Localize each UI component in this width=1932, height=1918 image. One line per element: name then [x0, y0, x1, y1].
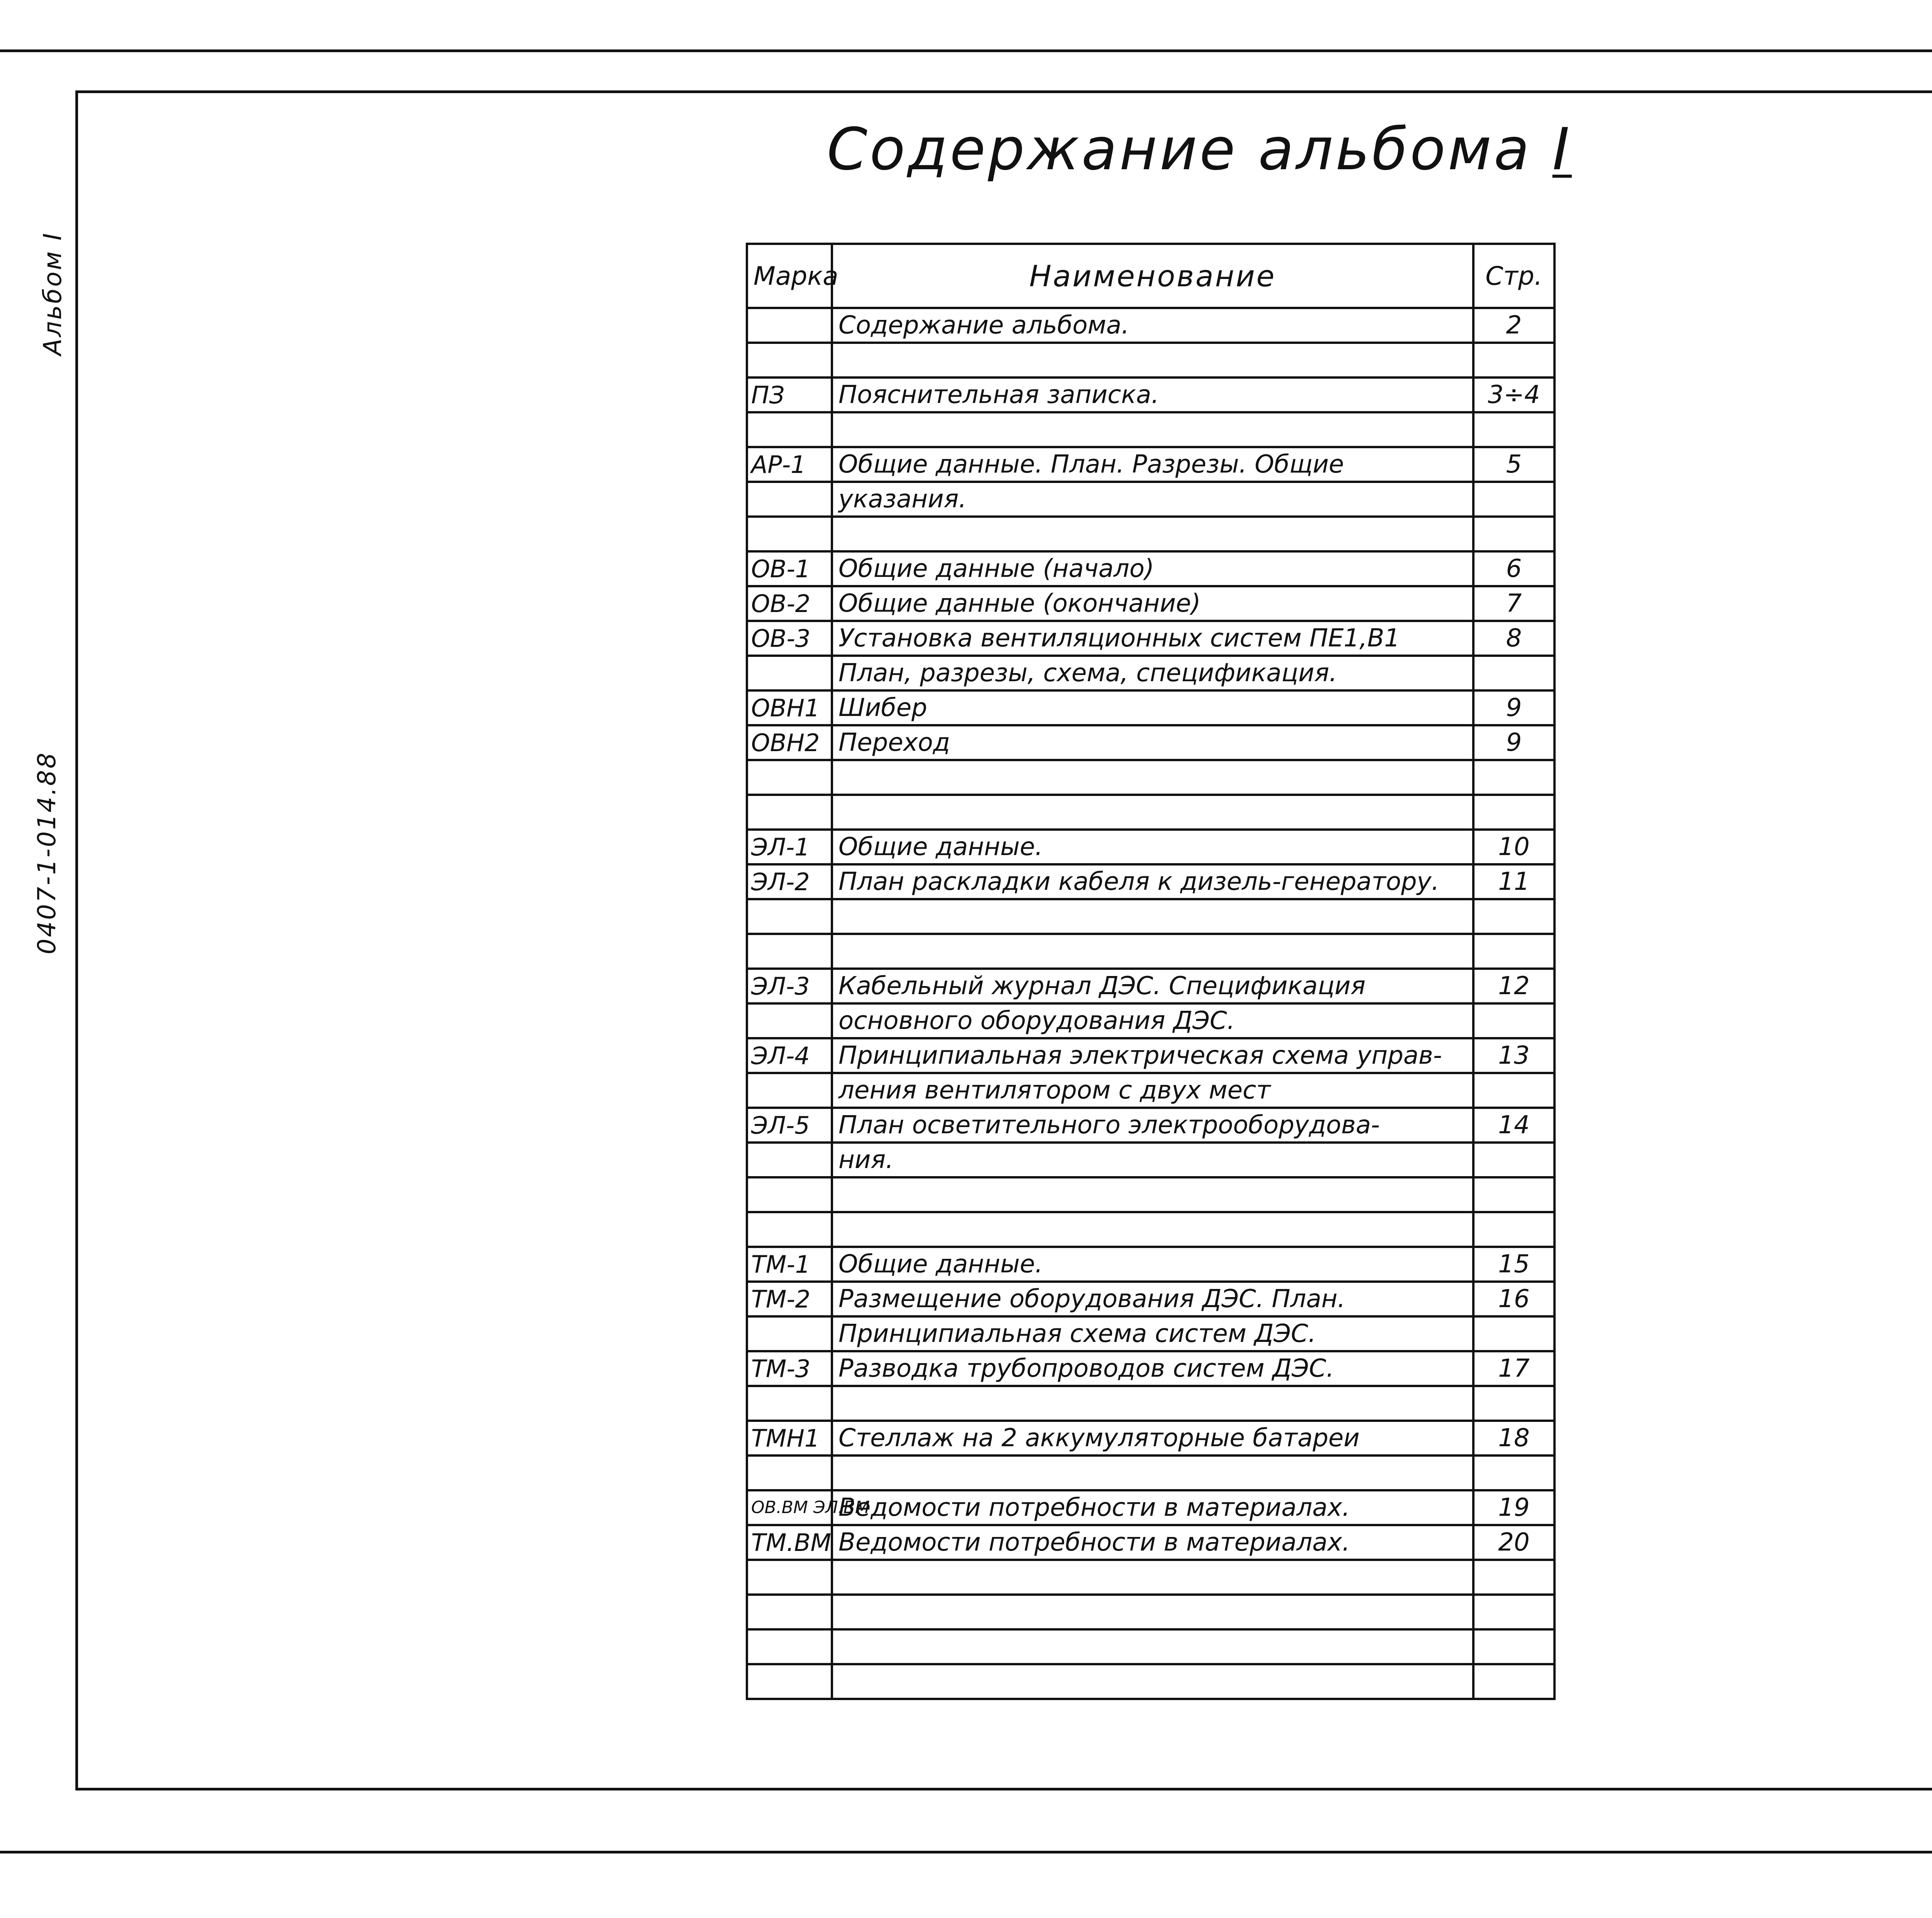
- row-code: ЭЛ-2: [747, 864, 832, 899]
- row-page: [1473, 1212, 1554, 1247]
- table-row: [747, 1386, 1554, 1421]
- row-code: ОВ.ВМ ЭЛ.ВМ: [747, 1490, 832, 1525]
- row-page: [1473, 1629, 1554, 1664]
- table-row: [747, 1212, 1554, 1247]
- row-page: 16: [1473, 1282, 1554, 1316]
- table-row: [747, 1595, 1554, 1629]
- row-code: АР-1: [747, 447, 832, 482]
- row-page: 8: [1473, 621, 1554, 656]
- row-code: [747, 343, 832, 377]
- row-code: [747, 1143, 832, 1177]
- row-code: ОВН1: [747, 690, 832, 725]
- row-code: [747, 482, 832, 517]
- row-page: 15: [1473, 1247, 1554, 1282]
- table-row: [747, 725, 1554, 760]
- row-name: Пояснительная записка.: [832, 377, 1473, 412]
- row-name: Стеллаж на 2 аккумуляторные батареи: [832, 1421, 1473, 1456]
- table-row: [747, 1351, 1554, 1386]
- row-name: [832, 343, 1473, 377]
- row-name: Общие данные.: [832, 830, 1473, 864]
- table-row: [747, 1664, 1554, 1699]
- table-row: [747, 795, 1554, 830]
- row-code: ОВ-2: [747, 586, 832, 621]
- row-name: [832, 760, 1473, 795]
- row-code: ПЗ: [747, 377, 832, 412]
- row-name: [832, 1560, 1473, 1595]
- row-code: [747, 899, 832, 934]
- header-page: Стр.: [1473, 244, 1554, 308]
- side-album-label: Альбом I: [39, 231, 67, 355]
- row-page: [1473, 899, 1554, 934]
- row-name: Общие данные.: [832, 1247, 1473, 1282]
- row-name: Принципиальная схема систем ДЭС.: [832, 1316, 1473, 1351]
- table-row: [747, 377, 1554, 412]
- row-page: [1473, 1560, 1554, 1595]
- table-row: [747, 412, 1554, 447]
- side-document-code: 0407-1-014.88: [33, 751, 61, 954]
- row-name: [832, 1629, 1473, 1664]
- row-page: [1473, 517, 1554, 551]
- row-code: ТМ-2: [747, 1282, 832, 1316]
- row-name: Ведомости потребности в материалах.: [832, 1525, 1473, 1560]
- row-page: 12: [1473, 969, 1554, 1003]
- row-code: [747, 934, 832, 969]
- row-page: [1473, 1316, 1554, 1351]
- row-name: Содержание альбома.: [832, 308, 1473, 343]
- row-page: 18: [1473, 1421, 1554, 1456]
- table-row: [747, 621, 1554, 656]
- row-name: ления вентилятором с двух мест: [832, 1073, 1473, 1108]
- row-name: [832, 795, 1473, 830]
- table-row: [747, 1073, 1554, 1108]
- table-row: [747, 1003, 1554, 1038]
- page-title: [827, 116, 1572, 183]
- row-page: [1473, 1386, 1554, 1421]
- table-row: [747, 1038, 1554, 1073]
- row-name: [832, 1664, 1473, 1699]
- table-row: [747, 1629, 1554, 1664]
- table-row: [747, 1247, 1554, 1282]
- table-row: [747, 586, 1554, 621]
- row-name: [832, 1212, 1473, 1247]
- row-name: [832, 1595, 1473, 1629]
- row-name: Разводка трубопроводов систем ДЭС.: [832, 1351, 1473, 1386]
- row-name: План раскладки кабеля к дизель-генератору.: [832, 864, 1473, 899]
- row-code: ЭЛ-4: [747, 1038, 832, 1073]
- row-code: ОВ-1: [747, 551, 832, 586]
- row-name: Установка вентиляционных систем ПЕ1,В1: [832, 621, 1473, 656]
- table-row: [747, 447, 1554, 482]
- row-code: ОВН2: [747, 725, 832, 760]
- table-row: [747, 1490, 1554, 1525]
- row-page: 20: [1473, 1525, 1554, 1560]
- row-code: [747, 1003, 832, 1038]
- table-row: [747, 482, 1554, 517]
- header-name: Наименование: [832, 244, 1473, 308]
- row-name: Переход: [832, 725, 1473, 760]
- row-page: 10: [1473, 830, 1554, 864]
- row-name: Ведомости потребности в материалах.: [832, 1490, 1473, 1525]
- row-page: [1473, 412, 1554, 447]
- row-page: [1473, 482, 1554, 517]
- header-code: Марка: [747, 244, 832, 308]
- row-code: [747, 760, 832, 795]
- row-name: [832, 412, 1473, 447]
- row-page: [1473, 934, 1554, 969]
- table-row: [747, 1421, 1554, 1456]
- row-code: [747, 795, 832, 830]
- row-page: [1473, 656, 1554, 690]
- table-row: [747, 690, 1554, 725]
- row-name: Шибер: [832, 690, 1473, 725]
- contents-table: [746, 243, 1556, 1700]
- row-name: [832, 899, 1473, 934]
- row-page: 5: [1473, 447, 1554, 482]
- row-code: [747, 1629, 832, 1664]
- row-name: [832, 1386, 1473, 1421]
- row-page: [1473, 1143, 1554, 1177]
- row-page: 17: [1473, 1351, 1554, 1386]
- table-row: [747, 864, 1554, 899]
- row-code: ОВ-3: [747, 621, 832, 656]
- row-name: Общие данные (окончание): [832, 586, 1473, 621]
- row-name: Кабельный журнал ДЭС. Спецификация: [832, 969, 1473, 1003]
- table-row: [747, 308, 1554, 343]
- row-page: 11: [1473, 864, 1554, 899]
- table-row: [747, 1282, 1554, 1316]
- table-header-row: [747, 244, 1554, 308]
- row-name: [832, 934, 1473, 969]
- table-row: [747, 760, 1554, 795]
- row-name: Общие данные (начало): [832, 551, 1473, 586]
- row-code: [747, 1595, 832, 1629]
- row-code: [747, 1212, 832, 1247]
- row-page: 2: [1473, 308, 1554, 343]
- row-code: [747, 1073, 832, 1108]
- row-name: [832, 1456, 1473, 1490]
- row-code: ЭЛ-1: [747, 830, 832, 864]
- row-code: ТМ-3: [747, 1351, 832, 1386]
- row-page: [1473, 760, 1554, 795]
- row-page: 7: [1473, 586, 1554, 621]
- table-row: [747, 830, 1554, 864]
- row-name: Принципиальная электрическая схема управ-: [832, 1038, 1473, 1073]
- table-row: [747, 1560, 1554, 1595]
- bottom-border-line: [0, 1851, 1932, 1853]
- row-name: [832, 517, 1473, 551]
- table-row: [747, 656, 1554, 690]
- row-page: [1473, 1595, 1554, 1629]
- row-page: 9: [1473, 725, 1554, 760]
- table-row: [747, 1456, 1554, 1490]
- row-code: ЭЛ-5: [747, 1108, 832, 1143]
- top-border-line: [0, 49, 1932, 52]
- row-name: указания.: [832, 482, 1473, 517]
- row-page: 19: [1473, 1490, 1554, 1525]
- row-page: 6: [1473, 551, 1554, 586]
- row-code: [747, 1177, 832, 1212]
- row-page: [1473, 1664, 1554, 1699]
- row-page: 9: [1473, 690, 1554, 725]
- row-code: [747, 1664, 832, 1699]
- row-page: [1473, 795, 1554, 830]
- row-code: ТМН1: [747, 1421, 832, 1456]
- row-page: [1473, 1003, 1554, 1038]
- table-body: [747, 308, 1554, 1699]
- row-code: ТМ-1: [747, 1247, 832, 1282]
- row-name: основного оборудования ДЭС.: [832, 1003, 1473, 1038]
- row-code: [747, 1386, 832, 1421]
- row-code: [747, 517, 832, 551]
- table-row: [747, 969, 1554, 1003]
- title-album-number: I: [1552, 116, 1572, 183]
- row-code: [747, 1456, 832, 1490]
- table-row: [747, 1143, 1554, 1177]
- table-row: [747, 1108, 1554, 1143]
- title-text: Содержание альбома: [827, 116, 1532, 183]
- row-page: 14: [1473, 1108, 1554, 1143]
- row-code: [747, 1316, 832, 1351]
- row-page: [1473, 1177, 1554, 1212]
- row-code: [747, 1560, 832, 1595]
- row-name: План, разрезы, схема, спецификация.: [832, 656, 1473, 690]
- row-page: [1473, 343, 1554, 377]
- row-name: Размещение оборудования ДЭС. План.: [832, 1282, 1473, 1316]
- table-row: [747, 934, 1554, 969]
- row-page: [1473, 1456, 1554, 1490]
- table-row: [747, 551, 1554, 586]
- row-page: 3÷4: [1473, 377, 1554, 412]
- row-page: 13: [1473, 1038, 1554, 1073]
- row-page: [1473, 1073, 1554, 1108]
- table-row: [747, 1177, 1554, 1212]
- row-name: План осветительного электрооборудова-: [832, 1108, 1473, 1143]
- table-row: [747, 1525, 1554, 1560]
- row-code: [747, 656, 832, 690]
- row-name: Общие данные. План. Разрезы. Общие: [832, 447, 1473, 482]
- table-row: [747, 517, 1554, 551]
- row-code: ЭЛ-3: [747, 969, 832, 1003]
- row-name: [832, 1177, 1473, 1212]
- row-code: [747, 412, 832, 447]
- row-code: [747, 308, 832, 343]
- row-name: ния.: [832, 1143, 1473, 1177]
- table-row: [747, 1316, 1554, 1351]
- table-row: [747, 343, 1554, 377]
- row-code: ТМ.ВМ: [747, 1525, 832, 1560]
- table-row: [747, 899, 1554, 934]
